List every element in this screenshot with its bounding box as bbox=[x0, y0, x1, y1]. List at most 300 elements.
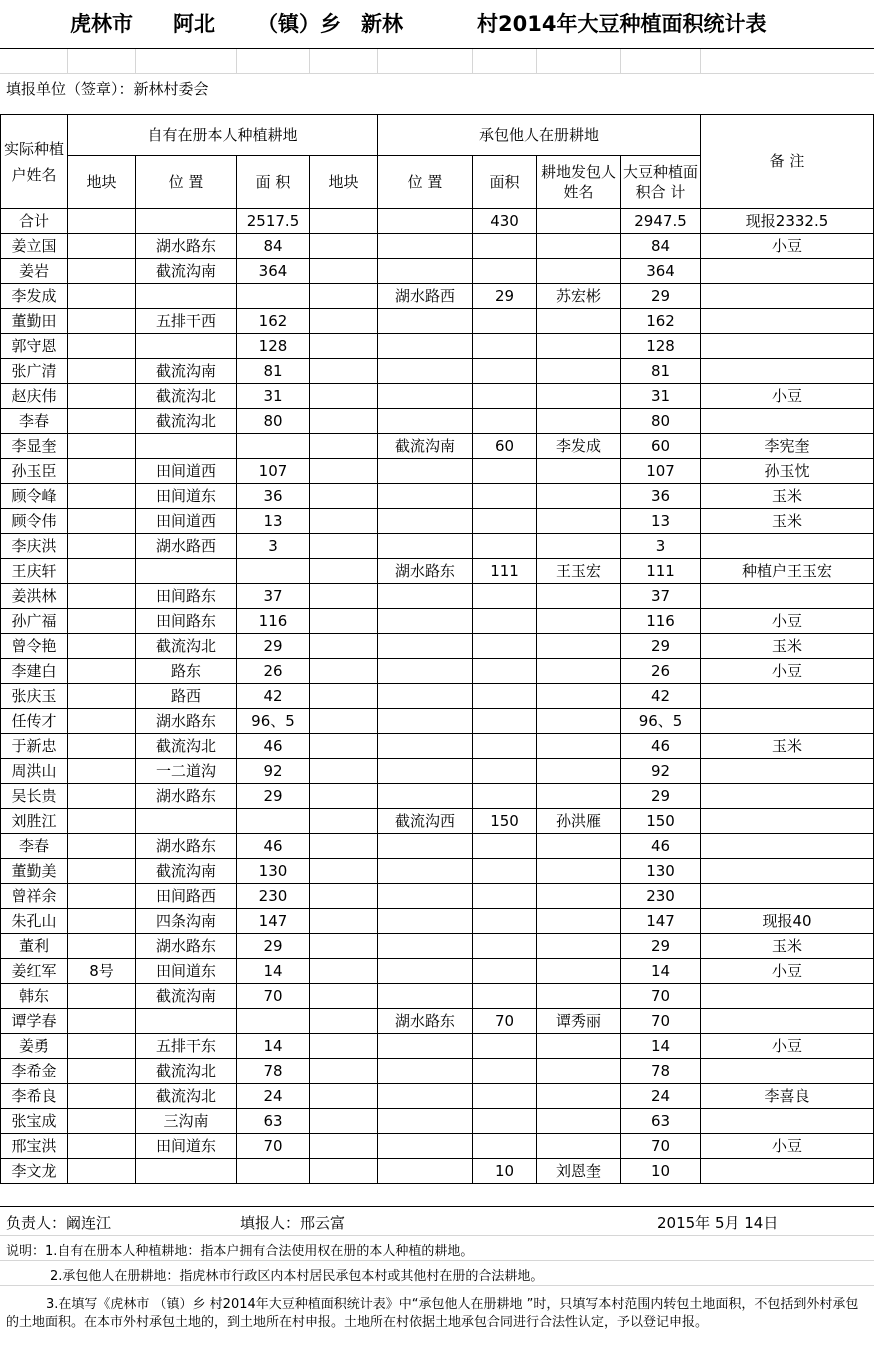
cell-remark bbox=[701, 309, 874, 334]
cell-grower: 姜岩 bbox=[1, 259, 68, 284]
cell-own-location: 截流沟北 bbox=[136, 734, 237, 759]
cell-own-plot bbox=[68, 659, 136, 684]
cell-contract-plot bbox=[310, 859, 378, 884]
cell-contract-area bbox=[473, 784, 537, 809]
cell-contract-plot bbox=[310, 309, 378, 334]
cell-own-area: 162 bbox=[237, 309, 310, 334]
cell-own-location: 截流沟北 bbox=[136, 634, 237, 659]
cell-contract-location bbox=[378, 359, 473, 384]
cell-remark bbox=[701, 884, 874, 909]
cell-own-location: 田间道西 bbox=[136, 509, 237, 534]
cell-own-area: 46 bbox=[237, 734, 310, 759]
table-row bbox=[1, 384, 874, 409]
table-row bbox=[1, 1009, 874, 1034]
cell-grower: 李希金 bbox=[1, 1059, 68, 1084]
cell-own-area: 92 bbox=[237, 759, 310, 784]
cell-own-plot bbox=[68, 1034, 136, 1059]
cell-total-area: 10 bbox=[621, 1159, 701, 1184]
cell-own-plot bbox=[68, 1109, 136, 1134]
cell-total-area: 96、5 bbox=[621, 709, 701, 734]
cell-own-plot bbox=[68, 759, 136, 784]
cell-contract-area: 150 bbox=[473, 809, 537, 834]
cell-remark: 现报2332.5 bbox=[701, 209, 874, 234]
responsible-person: 负责人：阚连江 bbox=[6, 1214, 112, 1232]
cell-contract-location bbox=[378, 534, 473, 559]
cell-own-location bbox=[136, 284, 237, 309]
cell-contract-area bbox=[473, 1059, 537, 1084]
cell-total-area: 81 bbox=[621, 359, 701, 384]
cell-remark bbox=[701, 784, 874, 809]
cell-total-area: 24 bbox=[621, 1084, 701, 1109]
cell-remark: 李宪奎 bbox=[701, 434, 874, 459]
cell-contract-location bbox=[378, 1134, 473, 1159]
cell-own-plot bbox=[68, 334, 136, 359]
cell-grower: 张广清 bbox=[1, 359, 68, 384]
cell-total-area: 42 bbox=[621, 684, 701, 709]
cell-own-location: 路东 bbox=[136, 659, 237, 684]
cell-contract-plot bbox=[310, 1159, 378, 1184]
cell-contract-area bbox=[473, 684, 537, 709]
cell-contract-plot bbox=[310, 1084, 378, 1109]
cell-contractor: 李发成 bbox=[537, 434, 621, 459]
cell-own-location: 截流沟北 bbox=[136, 409, 237, 434]
cell-contract-plot bbox=[310, 1109, 378, 1134]
cell-own-area: 31 bbox=[237, 384, 310, 409]
cell-contract-location bbox=[378, 734, 473, 759]
cell-own-area: 96、5 bbox=[237, 709, 310, 734]
cell-contractor bbox=[537, 509, 621, 534]
cell-contract-location bbox=[378, 334, 473, 359]
cell-own-plot bbox=[68, 509, 136, 534]
cell-contract-plot bbox=[310, 909, 378, 934]
cell-remark: 玉米 bbox=[701, 509, 874, 534]
header-contractor: 耕地发包人姓名 bbox=[537, 156, 621, 209]
cell-contract-location bbox=[378, 1034, 473, 1059]
cell-total-area: 107 bbox=[621, 459, 701, 484]
table-row bbox=[1, 434, 874, 459]
cell-contract-area bbox=[473, 659, 537, 684]
cell-contract-location bbox=[378, 1159, 473, 1184]
cell-contract-area bbox=[473, 259, 537, 284]
cell-own-location bbox=[136, 1009, 237, 1034]
cell-own-location: 截流沟南 bbox=[136, 359, 237, 384]
title-city: 虎林市 bbox=[70, 12, 133, 36]
cell-total-area: 116 bbox=[621, 609, 701, 634]
cell-own-location: 截流沟北 bbox=[136, 1059, 237, 1084]
cell-own-plot bbox=[68, 559, 136, 584]
cell-own-location: 三沟南 bbox=[136, 1109, 237, 1134]
cell-own-location: 田间道东 bbox=[136, 959, 237, 984]
cell-remark: 李喜良 bbox=[701, 1084, 874, 1109]
cell-grower: 李显奎 bbox=[1, 434, 68, 459]
cell-total-area: 46 bbox=[621, 734, 701, 759]
cell-contract-area bbox=[473, 859, 537, 884]
cell-grower: 董利 bbox=[1, 934, 68, 959]
cell-own-plot bbox=[68, 934, 136, 959]
cell-contract-plot bbox=[310, 384, 378, 409]
cell-own-location: 田间道西 bbox=[136, 459, 237, 484]
cell-contract-location bbox=[378, 784, 473, 809]
note-1 bbox=[0, 1236, 874, 1261]
cell-own-area bbox=[237, 559, 310, 584]
cell-remark: 现报40 bbox=[701, 909, 874, 934]
cell-remark bbox=[701, 409, 874, 434]
cell-grower: 姜红军 bbox=[1, 959, 68, 984]
table-row bbox=[1, 984, 874, 1009]
cell-grower: 董勤田 bbox=[1, 309, 68, 334]
cell-contractor bbox=[537, 709, 621, 734]
cell-contract-plot bbox=[310, 484, 378, 509]
cell-contractor bbox=[537, 909, 621, 934]
cell-total-area: 29 bbox=[621, 634, 701, 659]
cell-own-location: 截流沟北 bbox=[136, 384, 237, 409]
table-row bbox=[1, 609, 874, 634]
cell-remark bbox=[701, 334, 874, 359]
table-row bbox=[1, 959, 874, 984]
cell-remark bbox=[701, 759, 874, 784]
table-row bbox=[1, 309, 874, 334]
cell-contractor: 王玉宏 bbox=[537, 559, 621, 584]
cell-contractor bbox=[537, 309, 621, 334]
cell-contract-location bbox=[378, 584, 473, 609]
cell-total-area: 29 bbox=[621, 284, 701, 309]
cell-contractor bbox=[537, 209, 621, 234]
cell-total-area: 37 bbox=[621, 584, 701, 609]
cell-remark bbox=[701, 1109, 874, 1134]
cell-contract-area bbox=[473, 634, 537, 659]
cell-grower: 董勤美 bbox=[1, 859, 68, 884]
cell-contract-location bbox=[378, 209, 473, 234]
cell-total-area: 84 bbox=[621, 234, 701, 259]
cell-remark bbox=[701, 709, 874, 734]
cell-own-plot bbox=[68, 1084, 136, 1109]
cell-remark: 玉米 bbox=[701, 634, 874, 659]
table-row bbox=[1, 284, 874, 309]
cell-contractor bbox=[537, 959, 621, 984]
cell-own-plot bbox=[68, 484, 136, 509]
cell-own-location: 田间路西 bbox=[136, 884, 237, 909]
cell-contract-plot bbox=[310, 259, 378, 284]
cell-contract-area bbox=[473, 584, 537, 609]
cell-contract-area bbox=[473, 234, 537, 259]
cell-contract-area bbox=[473, 509, 537, 534]
cell-own-area: 364 bbox=[237, 259, 310, 284]
cell-contract-location bbox=[378, 759, 473, 784]
table-row bbox=[1, 834, 874, 859]
cell-remark: 小豆 bbox=[701, 1034, 874, 1059]
cell-grower: 李庆洪 bbox=[1, 534, 68, 559]
cell-own-area: 81 bbox=[237, 359, 310, 384]
cell-remark bbox=[701, 809, 874, 834]
cell-own-area: 24 bbox=[237, 1084, 310, 1109]
table-row bbox=[1, 1159, 874, 1184]
table-row bbox=[1, 684, 874, 709]
cell-own-location bbox=[136, 209, 237, 234]
header-grower: 实际种植户姓名 bbox=[1, 115, 68, 209]
table-row bbox=[1, 459, 874, 484]
cell-grower: 张庆玉 bbox=[1, 684, 68, 709]
cell-contract-location bbox=[378, 659, 473, 684]
cell-total-area: 46 bbox=[621, 834, 701, 859]
cell-own-plot bbox=[68, 359, 136, 384]
cell-total-area: 60 bbox=[621, 434, 701, 459]
report-date: 2015年 5月 14日 bbox=[657, 1214, 779, 1232]
sheet-title bbox=[0, 0, 874, 49]
cell-contract-plot bbox=[310, 609, 378, 634]
header-contract-plot: 地块 bbox=[310, 156, 378, 209]
cell-contract-plot bbox=[310, 334, 378, 359]
cell-contract-area bbox=[473, 984, 537, 1009]
cell-own-location: 田间路东 bbox=[136, 609, 237, 634]
cell-total-area: 29 bbox=[621, 784, 701, 809]
cell-grower: 王庆轩 bbox=[1, 559, 68, 584]
table-row bbox=[1, 859, 874, 884]
cell-grower: 孙玉臣 bbox=[1, 459, 68, 484]
cell-own-location: 田间道东 bbox=[136, 1134, 237, 1159]
cell-contractor bbox=[537, 384, 621, 409]
cell-grower: 曾祥余 bbox=[1, 884, 68, 909]
cell-grower: 李发成 bbox=[1, 284, 68, 309]
cell-contract-location bbox=[378, 459, 473, 484]
table-row bbox=[1, 1034, 874, 1059]
cell-grower: 朱孔山 bbox=[1, 909, 68, 934]
cell-own-location bbox=[136, 434, 237, 459]
cell-own-location: 截流沟南 bbox=[136, 859, 237, 884]
cell-contractor: 刘恩奎 bbox=[537, 1159, 621, 1184]
cell-contractor bbox=[537, 1034, 621, 1059]
cell-own-area: 46 bbox=[237, 834, 310, 859]
table-row bbox=[1, 1134, 874, 1159]
cell-own-plot bbox=[68, 284, 136, 309]
cell-own-location: 湖水路东 bbox=[136, 834, 237, 859]
cell-remark bbox=[701, 284, 874, 309]
table-row bbox=[1, 1109, 874, 1134]
cell-remark: 小豆 bbox=[701, 959, 874, 984]
cell-contractor bbox=[537, 459, 621, 484]
cell-own-plot bbox=[68, 984, 136, 1009]
table-row bbox=[1, 509, 874, 534]
cell-contract-location bbox=[378, 859, 473, 884]
cell-contract-plot bbox=[310, 359, 378, 384]
cell-contract-plot bbox=[310, 759, 378, 784]
cell-grower: 孙广福 bbox=[1, 609, 68, 634]
cell-contract-plot bbox=[310, 809, 378, 834]
cell-total-area: 14 bbox=[621, 959, 701, 984]
table-row bbox=[1, 759, 874, 784]
cell-contract-area: 60 bbox=[473, 434, 537, 459]
cell-contract-plot bbox=[310, 959, 378, 984]
header-total: 大豆种植面积合 计 bbox=[621, 156, 701, 209]
header-contract-group: 承包他人在册耕地 bbox=[378, 115, 701, 156]
cell-total-area: 26 bbox=[621, 659, 701, 684]
table-row bbox=[1, 559, 874, 584]
cell-contract-plot bbox=[310, 834, 378, 859]
cell-own-plot bbox=[68, 1159, 136, 1184]
note-3 bbox=[0, 1296, 874, 1358]
table-row bbox=[1, 809, 874, 834]
cell-contractor: 苏宏彬 bbox=[537, 284, 621, 309]
cell-own-area: 70 bbox=[237, 1134, 310, 1159]
cell-remark bbox=[701, 1009, 874, 1034]
cell-contract-location bbox=[378, 609, 473, 634]
cell-own-area: 147 bbox=[237, 909, 310, 934]
signature-row bbox=[0, 1206, 874, 1236]
title-township: （镇）乡 bbox=[257, 12, 341, 36]
cell-own-location: 截流沟南 bbox=[136, 259, 237, 284]
cell-total-area: 63 bbox=[621, 1109, 701, 1134]
cell-own-plot bbox=[68, 684, 136, 709]
cell-own-area: 29 bbox=[237, 934, 310, 959]
cell-contractor bbox=[537, 734, 621, 759]
cell-total-area: 29 bbox=[621, 934, 701, 959]
cell-total-area: 130 bbox=[621, 859, 701, 884]
cell-contract-location bbox=[378, 409, 473, 434]
cell-contract-area bbox=[473, 834, 537, 859]
cell-own-area: 29 bbox=[237, 784, 310, 809]
cell-own-plot bbox=[68, 909, 136, 934]
cell-total-area: 111 bbox=[621, 559, 701, 584]
cell-own-area: 42 bbox=[237, 684, 310, 709]
table-row bbox=[1, 584, 874, 609]
cell-contract-area bbox=[473, 1034, 537, 1059]
note-2-text: 2.承包他人在册耕地：指虎林市行政区内本村居民承包本村或其他村在册的合法耕地。 bbox=[50, 1269, 544, 1284]
table-row bbox=[1, 934, 874, 959]
cell-contract-location: 截流沟西 bbox=[378, 809, 473, 834]
cell-grower: 姜勇 bbox=[1, 1034, 68, 1059]
cell-contractor bbox=[537, 534, 621, 559]
cell-contract-area bbox=[473, 709, 537, 734]
cell-total-area: 3 bbox=[621, 534, 701, 559]
cell-grower: 谭学春 bbox=[1, 1009, 68, 1034]
table-row bbox=[1, 1084, 874, 1109]
cell-own-location: 湖水路西 bbox=[136, 534, 237, 559]
cell-total-area: 147 bbox=[621, 909, 701, 934]
reporting-unit: 填报单位（签章）：新林村委会 bbox=[6, 80, 209, 98]
cell-contract-plot bbox=[310, 634, 378, 659]
cell-remark: 孙玉忱 bbox=[701, 459, 874, 484]
cell-contract-location bbox=[378, 909, 473, 934]
cell-contract-location bbox=[378, 834, 473, 859]
cell-contract-area bbox=[473, 1134, 537, 1159]
cell-own-area: 2517.5 bbox=[237, 209, 310, 234]
cell-total-area: 364 bbox=[621, 259, 701, 284]
cell-total-area: 92 bbox=[621, 759, 701, 784]
table-row bbox=[1, 709, 874, 734]
cell-contract-plot bbox=[310, 684, 378, 709]
header-own-group: 自有在册本人种植耕地 bbox=[68, 115, 378, 156]
cell-own-location: 路西 bbox=[136, 684, 237, 709]
table-row bbox=[1, 884, 874, 909]
cell-remark: 小豆 bbox=[701, 384, 874, 409]
cell-own-plot bbox=[68, 709, 136, 734]
title-town: 阿北 bbox=[173, 12, 215, 36]
note-3-text: 3.在填写《虎林市 （镇）乡 村2014年大豆种植面积统计表》中“承包他人在册耕地 ”时，只填写本村范围内转包土地面积，不包括到外村承包的土地面积。在本市外村承包土地的，到土地所在村申报。土地所在村依据土地承包合同进行合法性认定，予以登记申报。 bbox=[6, 1297, 859, 1330]
cell-contract-location bbox=[378, 234, 473, 259]
cell-own-location bbox=[136, 559, 237, 584]
cell-own-area bbox=[237, 434, 310, 459]
note-2 bbox=[0, 1261, 874, 1286]
cell-contract-area bbox=[473, 959, 537, 984]
cell-own-plot bbox=[68, 1059, 136, 1084]
cell-contract-area bbox=[473, 759, 537, 784]
cell-contract-location: 截流沟南 bbox=[378, 434, 473, 459]
cell-own-plot bbox=[68, 234, 136, 259]
cell-contract-plot bbox=[310, 659, 378, 684]
cell-grower: 吴长贵 bbox=[1, 784, 68, 809]
cell-contract-area: 70 bbox=[473, 1009, 537, 1034]
cell-remark: 小豆 bbox=[701, 609, 874, 634]
table-row bbox=[1, 334, 874, 359]
cell-own-area bbox=[237, 1159, 310, 1184]
table-row bbox=[1, 659, 874, 684]
cell-own-location: 湖水路东 bbox=[136, 784, 237, 809]
cell-grower: 曾令艳 bbox=[1, 634, 68, 659]
cell-remark bbox=[701, 834, 874, 859]
cell-contractor bbox=[537, 884, 621, 909]
cell-grower: 张宝成 bbox=[1, 1109, 68, 1134]
cell-own-plot bbox=[68, 1009, 136, 1034]
cell-remark bbox=[701, 684, 874, 709]
cell-grower: 李希良 bbox=[1, 1084, 68, 1109]
cell-contractor bbox=[537, 859, 621, 884]
cell-grower: 顾令伟 bbox=[1, 509, 68, 534]
cell-grower: 李春 bbox=[1, 834, 68, 859]
cell-grower: 李春 bbox=[1, 409, 68, 434]
cell-contractor bbox=[537, 1109, 621, 1134]
cell-contract-area bbox=[473, 1109, 537, 1134]
cell-own-location: 湖水路东 bbox=[136, 934, 237, 959]
cell-grower: 李文龙 bbox=[1, 1159, 68, 1184]
cell-own-area: 3 bbox=[237, 534, 310, 559]
cell-contract-plot bbox=[310, 284, 378, 309]
cell-contract-location bbox=[378, 884, 473, 909]
cell-contract-location bbox=[378, 984, 473, 1009]
cell-contract-location bbox=[378, 509, 473, 534]
cell-own-location bbox=[136, 809, 237, 834]
cell-contract-plot bbox=[310, 1009, 378, 1034]
cell-contract-area bbox=[473, 384, 537, 409]
cell-own-area: 14 bbox=[237, 959, 310, 984]
cell-remark: 种植户王玉宏 bbox=[701, 559, 874, 584]
cell-own-location: 截流沟南 bbox=[136, 984, 237, 1009]
cell-total-area: 36 bbox=[621, 484, 701, 509]
table-row bbox=[1, 634, 874, 659]
cell-remark: 玉米 bbox=[701, 484, 874, 509]
cell-contract-area: 111 bbox=[473, 559, 537, 584]
cell-contractor bbox=[537, 659, 621, 684]
cell-contract-plot bbox=[310, 709, 378, 734]
cell-own-location bbox=[136, 334, 237, 359]
cell-contractor: 谭秀丽 bbox=[537, 1009, 621, 1034]
cell-contract-area bbox=[473, 359, 537, 384]
cell-contract-plot bbox=[310, 409, 378, 434]
cell-contractor bbox=[537, 259, 621, 284]
cell-own-plot: 8号 bbox=[68, 959, 136, 984]
cell-total-area: 70 bbox=[621, 984, 701, 1009]
cell-remark: 玉米 bbox=[701, 934, 874, 959]
cell-contract-area bbox=[473, 884, 537, 909]
table-row bbox=[1, 909, 874, 934]
cell-own-plot bbox=[68, 734, 136, 759]
cell-own-area: 26 bbox=[237, 659, 310, 684]
cell-own-plot bbox=[68, 434, 136, 459]
cell-remark: 玉米 bbox=[701, 734, 874, 759]
cell-contract-area bbox=[473, 534, 537, 559]
cell-remark bbox=[701, 1159, 874, 1184]
cell-contract-plot bbox=[310, 784, 378, 809]
cell-contract-location: 湖水路东 bbox=[378, 1009, 473, 1034]
soybean-area-table bbox=[0, 114, 874, 1184]
